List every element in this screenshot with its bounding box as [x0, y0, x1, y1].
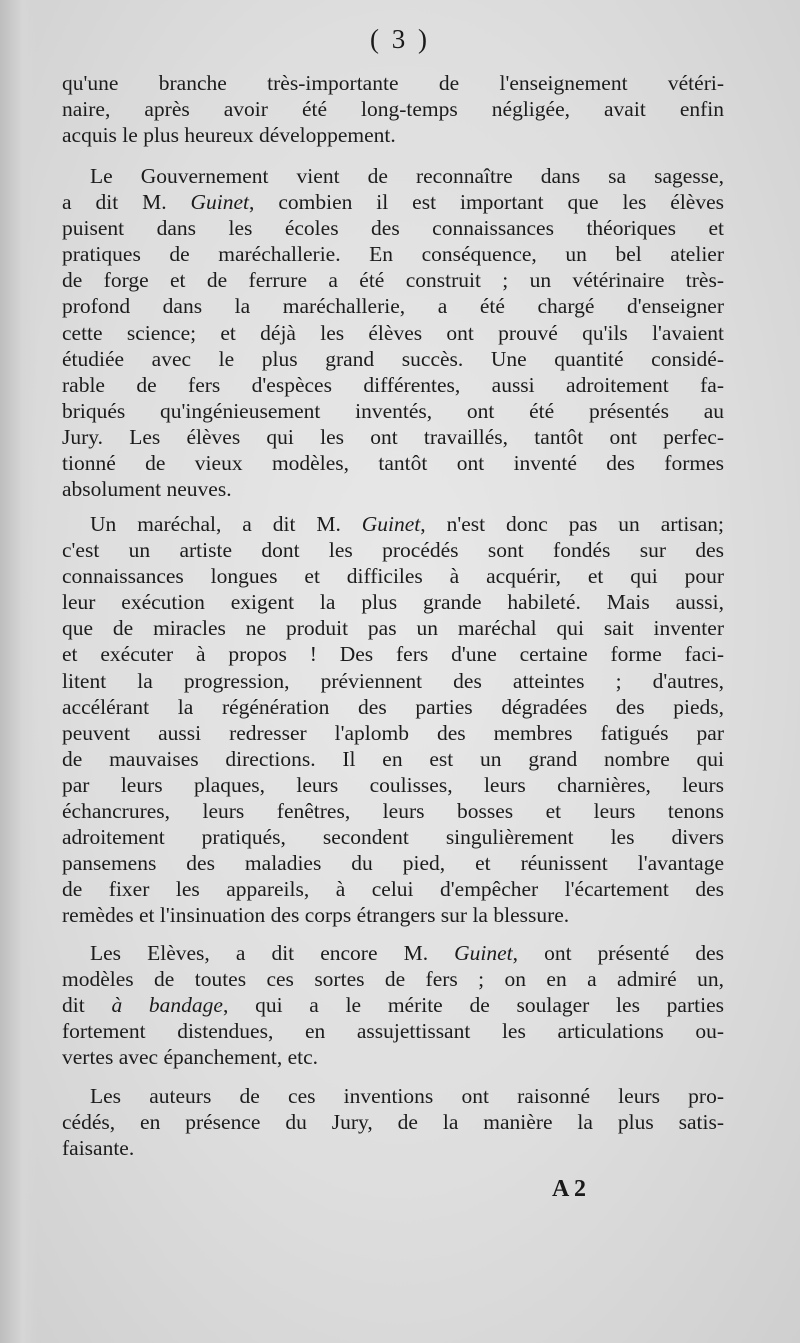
text-line: absolument neuves.	[62, 477, 232, 502]
paragraph-4	[62, 940, 724, 1070]
text-line: Les auteurs de ces inventions ont raisonné leurs pro-	[90, 1084, 724, 1108]
text-line: et exécuter à propos ! Des fers d'une certaine forme faci-	[62, 642, 724, 667]
text-line: vertes avec épanchement, etc.	[62, 1045, 319, 1070]
text-line: naire, après avoir été long-temps négligée, avait enfin	[62, 97, 724, 122]
text-line: fortement distendues, en assujettissant les articulations ou-	[62, 1019, 724, 1044]
text-line: de forge et de ferrure a été construit ; un vétérinaire très-	[62, 268, 724, 293]
text-line: rable de fers d'espèces différentes, aussi adroitement fa-	[62, 372, 724, 397]
text-line: de mauvaises directions. Il en est un grand nombre qui	[62, 746, 724, 771]
text-line: pratiques de maréchallerie. En conséquence, un bel atelier	[62, 242, 724, 267]
paragraph-2	[62, 163, 724, 502]
text-line: connaissances longues et difficiles à acquérir, et qui pour	[62, 564, 724, 589]
text-line: acquis le plus heureux développement.	[62, 123, 396, 148]
text-line: Un maréchal, a dit M. Guinet, n'est donc pas un artisan;	[90, 512, 724, 536]
text-line: Jury. Les élèves qui les ont travaillés, tantôt ont perfec-	[62, 424, 724, 449]
text-line: litent la progression, préviennent des atteintes ; d'autres,	[62, 668, 724, 693]
text-line: cédés, en présence du Jury, de la manière la plus satis-	[62, 1110, 724, 1135]
text-line: briqués qu'ingénieusement inventés, ont été présentés au	[62, 398, 724, 423]
text-line: échancrures, leurs fenêtres, leurs bosses et leurs tenons	[62, 799, 724, 824]
text-line: faisante.	[62, 1136, 135, 1161]
text-line: Le Gouvernement vient de reconnaître dans sa sagesse,	[90, 164, 724, 188]
text-line: profond dans la maréchallerie, a été chargé d'enseigner	[62, 294, 724, 319]
text-line: accélérant la régénération des parties dégradées des pieds,	[62, 694, 724, 719]
text-line: cette science; et déjà les élèves ont prouvé qu'ils l'avaient	[62, 320, 724, 345]
text-line: puisent dans les écoles des connaissances théoriques et	[62, 216, 724, 241]
text-line: par leurs plaques, leurs coulisses, leurs charnières, leurs	[62, 772, 724, 797]
text-line: pansemens des maladies du pied, et réunissent l'avantage	[62, 851, 724, 876]
text-line: Les Elèves, a dit encore M. Guinet, ont présenté des	[90, 941, 725, 965]
text-line: c'est un artiste dont les procédés sont fondés sur des	[62, 538, 724, 563]
text-line: de fixer les appareils, à celui d'empêcher l'écartement des	[62, 877, 724, 902]
text-line: qu'une branche très-importante de l'enseignement vétéri-	[62, 71, 724, 95]
text-line: tionné de vieux modèles, tantôt ont inventé des formes	[62, 451, 724, 476]
text-line: remèdes et l'insinuation des corps étrangers sur la blessure.	[62, 903, 570, 928]
text-line: leur exécution exigent la plus grande habileté. Mais aussi,	[62, 590, 724, 615]
text-line: adroitement pratiqués, secondent singulièrement les divers	[62, 825, 724, 850]
page-number: ( 3 )	[370, 24, 430, 54]
text-line: a dit M. Guinet, combien il est important que les élèves	[62, 190, 724, 215]
text-line: dit à bandage, qui a le mérite de soulager les parties	[62, 993, 724, 1018]
text-line: que de miracles ne produit pas un maréchal qui sait inventer	[62, 616, 724, 641]
paragraph-3	[62, 511, 724, 929]
text-line: peuvent aussi redresser l'aplomb des membres fatigués par	[62, 720, 724, 745]
signature-mark: A 2	[552, 1176, 587, 1202]
paragraph-1	[62, 70, 724, 148]
paragraph-5	[62, 1083, 724, 1161]
text-line: modèles de toutes ces sortes de fers ; on en a admiré un,	[62, 967, 724, 992]
text-line: étudiée avec le plus grand succès. Une quantité considé-	[62, 346, 724, 371]
binding-shadow	[0, 0, 38, 1343]
